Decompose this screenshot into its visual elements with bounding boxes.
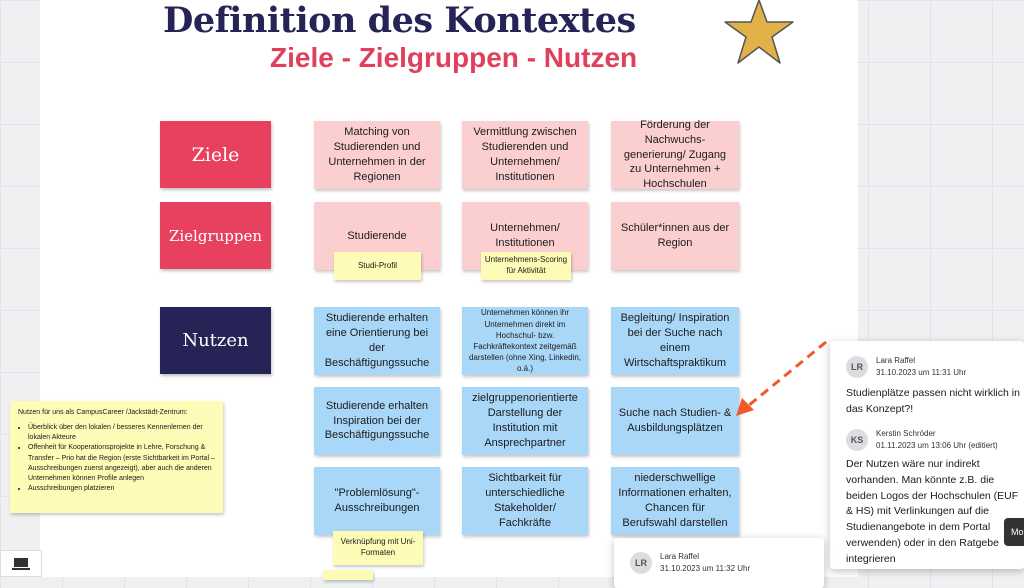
- partial-note[interactable]: [323, 570, 373, 580]
- comment-date: 31.10.2023 um 11:32 Uhr: [660, 564, 751, 573]
- comment-author: Kerstin Schröder: [876, 429, 936, 438]
- nutzen-label: Nutzen: [182, 330, 249, 351]
- screen-icon[interactable]: [0, 550, 42, 577]
- scoring-note[interactable]: Unternehmens-Scoring für Aktivität: [481, 252, 571, 280]
- nutzen-note-4[interactable]: Studierende erhalten Inspiration bei der Beschäftigungssuche: [314, 387, 440, 455]
- avatar: LR: [846, 356, 868, 378]
- ziele-label: Ziele: [191, 143, 240, 166]
- avatar: KS: [846, 429, 868, 451]
- nutzen-note-9[interactable]: niederschwellige Informationen erhalten, Chancen für Berufswahl darstellen: [611, 467, 739, 535]
- star-icon[interactable]: [723, 0, 795, 64]
- more-button[interactable]: Mo: [1004, 518, 1024, 546]
- arrow-icon: [730, 338, 830, 418]
- comment-text: Der Nutzen wäre nur indirekt vorhanden. Man könnte z.B. die beiden Logos der Hochschulen (EUF & HS) mit Verlinkungen auf die Studienangebote in dem Portal verwenden) oder in den Ratgebe integrieren: [846, 458, 1019, 565]
- nutzen-note-2[interactable]: Unternehmen können ihr Unternehmen direkt im Hochschul- bzw. Fachkräftekontext zeitgemäß darstellen (ohne Xing, Linkedin, o.ä.): [462, 307, 588, 375]
- comment-date: 01.11.2023 um 13:06 Uhr (editiert): [876, 441, 998, 450]
- comment-date: 31.10.2023 um 11:31 Uhr: [876, 368, 967, 377]
- avatar: LR: [630, 552, 652, 574]
- side-note[interactable]: [10, 401, 223, 513]
- nutzen-note-8[interactable]: Sichtbarkeit für unterschiedliche Stakeholder/ Fachkräfte: [462, 467, 588, 535]
- side-note-heading: Nutzen für uns als CampusCareer /Jackstädt-Zentrum:: [18, 409, 188, 416]
- uni-formate-note[interactable]: Verknüpfung mit Uni-Formaten: [333, 531, 423, 565]
- page-subtitle: Ziele - Zielgruppen - Nutzen: [270, 42, 638, 73]
- comment-thread-2[interactable]: [614, 538, 824, 588]
- zielgruppen-label-box[interactable]: [160, 202, 271, 269]
- studi-profil-note[interactable]: Studi-Profil: [334, 252, 421, 280]
- nutzen-note-5[interactable]: zielgruppenorientierte Darstellung der Institution mit Ansprechpartner: [462, 387, 588, 455]
- nutzen-note-7[interactable]: "Problemlösung"- Ausschreibungen: [314, 467, 440, 535]
- nutzen-label-box[interactable]: [160, 307, 271, 374]
- side-note-item: • Offenheit für Kooperationsprojekte in Lehre, Forschung & Transfer – Prio hat die Region (erste Sichtbarkeit im Portal – Ausschreibungen zuerst angezeigt), aber auch die anderen Unternehmen können Profile anlegen: [28, 443, 215, 484]
- comment-author: Lara Raffel: [876, 356, 915, 365]
- ziele-note-3[interactable]: Förderung der Nachwuchs-generierung/ Zugang zu Unternehmen + Hochschulen: [611, 121, 739, 189]
- nutzen-note-1[interactable]: Studierende erhalten eine Orientierung bei der Beschäftigungssuche: [314, 307, 440, 375]
- monitor-icon: [12, 557, 30, 571]
- side-note-item: • Überblick über den lokalen / besseres Kennenlernen der lokalen Akteure: [28, 423, 215, 443]
- zielgruppen-label: Zielgruppen: [168, 226, 263, 245]
- zielgruppen-note-1[interactable]: Studierende: [314, 202, 440, 270]
- side-note-list: [18, 423, 215, 494]
- page-title: Definition des Kontextes: [163, 0, 636, 41]
- nutzen-note-3[interactable]: Begleitung/ Inspiration bei der Suche nach einem Wirtschaftspraktikum: [611, 307, 739, 375]
- comment-thread[interactable]: [830, 341, 1024, 569]
- ziele-note-1[interactable]: Matching von Studierenden und Unternehmen in der Regionen: [314, 121, 440, 189]
- zielgruppen-note-3[interactable]: Schüler*innen aus der Region: [611, 202, 739, 270]
- zielgruppen-note-2[interactable]: Unternehmen/ Institutionen: [462, 202, 588, 270]
- nutzen-note-6[interactable]: Suche nach Studien- & Ausbildungsplätzen: [611, 387, 739, 455]
- ziele-note-2[interactable]: Vermittlung zwischen Studierenden und Unternehmen/ Institutionen: [462, 121, 588, 189]
- ziele-label-box[interactable]: [160, 121, 271, 188]
- comment-text: Studienplätze passen nicht wirklich in das Konzept?!: [846, 387, 1020, 415]
- comment-author: Lara Raffel: [660, 552, 699, 561]
- side-note-item: • Ausschreibungen platzieren: [28, 484, 215, 494]
